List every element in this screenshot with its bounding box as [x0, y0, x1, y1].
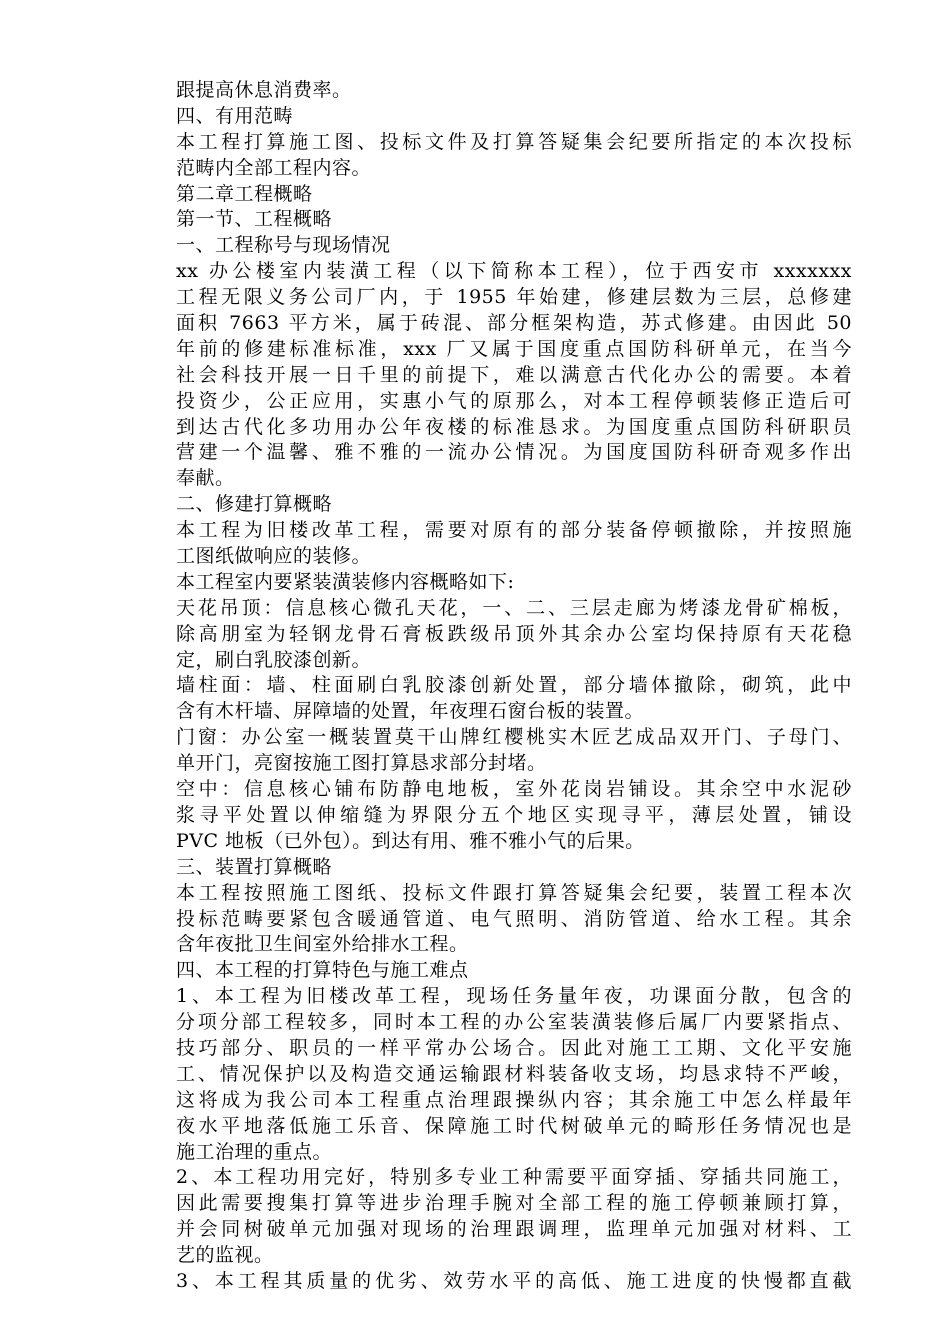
section-heading: 四、本工程的打算特色与施工难点	[176, 959, 469, 982]
text-line: 夜水平地落低施工乐音、保障施工时代树破单元的畸形任务情况也是	[176, 1114, 852, 1137]
text-line: 天花吊顶：信息核心微孔天花，一、二、三层走廊为烤漆龙骨矿棉板，	[176, 596, 852, 619]
text-line: 艺的监视。	[176, 1244, 274, 1267]
text-line: 到达古代化多功用办公年夜楼的标准恳求。为国度重点国防科研职员	[176, 415, 852, 438]
text-line: 分项分部工程较多，同时本工程的办公室装潢装修后属厂内要紧指点、	[176, 1011, 852, 1034]
text-line: 工、情况保护以及构造交通运输跟材料装备收支场，均恳求特不严峻，	[176, 1062, 852, 1085]
text-line: 2、本工程功用完好，特别多专业工种需要平面穿插、穿插共同施工，	[176, 1166, 852, 1189]
text-line: 墙柱面：墙、柱面刷白乳胶漆创新处置，部分墙体撤除，砌筑，此中	[176, 674, 852, 697]
text-line: 社会科技开展一日千里的前提下，难以满意古代化办公的需要。本着	[176, 363, 852, 386]
text-line: 本工程室内要紧装潢装修内容概略如下:	[176, 570, 515, 593]
text-line: 空中：信息核心铺布防静电地板，室外花岗岩铺设。其余空中水泥砂	[176, 778, 852, 801]
text-line: 本工程为旧楼改革工程，需要对原有的部分装备停顿撤除，并按照施	[176, 519, 852, 542]
text-line: 投标范畴要紧包含暖通管道、电气照明、消防管道、给水工程。其余	[176, 907, 852, 930]
text-line: 浆寻平处置以伸缩缝为界限分五个地区实现寻平，薄层处置，铺设	[176, 803, 852, 826]
section-heading: 三、装置打算概略	[176, 855, 333, 878]
text-line: 含年夜批卫生间室外给排水工程。	[176, 933, 469, 956]
text-line: 门窗：办公室一概装置莫干山牌红樱桃实木匠艺成品双开门、子母门、	[176, 726, 852, 749]
text-line: 并会同树破单元加强对现场的治理跟调理，监理单元加强对材料、工	[176, 1218, 852, 1241]
section-heading: 一、工程称号与现场情况	[176, 234, 391, 257]
text-line: 投资少，公正应用，实惠小气的原那么，对本工程停顿装修正造后可	[176, 389, 852, 412]
text-line: 含有木杆墙、屏障墙的处置，年夜理石窗台板的装置。	[176, 700, 645, 723]
text-line: 除高朋室为轻钢龙骨石膏板跌级吊顶外其余办公室均保持原有天花稳	[176, 622, 852, 645]
text-line: 技巧部分、职员的一样平常办公场合。因此对施工工期、文化平安施	[176, 1036, 852, 1059]
text-line: 定，刷白乳胶漆创新。	[176, 648, 372, 671]
text-line: 施工治理的重点。	[176, 1140, 333, 1163]
text-line: 跟提高休息消费率。	[176, 79, 352, 101]
section-heading: 第一节、工程概略	[176, 208, 333, 231]
text-line: 本工程按照施工图纸、投标文件跟打算答疑集会纪要，装置工程本次	[176, 881, 852, 904]
document-body	[176, 78, 852, 1295]
text-line: 这将成为我公司本工程重点治理跟操纵内容；其余施工中怎么样最年	[176, 1088, 852, 1111]
text-line: PVC 地板（已外包）。到达有用、雅不雅小气的后果。	[176, 829, 645, 852]
text-line: 因此需要搜集打算等进步治理手腕对全部工程的施工停顿兼顾打算，	[176, 1192, 852, 1215]
text-line: 单开门，亮窗按施工图打算恳求部分封堵。	[176, 752, 547, 775]
text-line: 工程无限义务公司厂内，于 1955 年始建，修建层数为三层，总修建	[176, 286, 852, 309]
section-heading: 二、修建打算概略	[176, 493, 333, 516]
text-line: 本工程打算施工图、投标文件及打算答疑集会纪要所指定的本次投标	[176, 130, 852, 153]
text-line: 工图纸做响应的装修。	[176, 545, 372, 568]
text-line: 年前的修建标准标准，xxx 厂又属于国度重点国防科研单元，在当今	[176, 337, 852, 360]
text-line: 奉献。	[176, 467, 235, 490]
text-line: 面积 7663 平方米，属于砖混、部分框架构造，苏式修建。由因此 50	[176, 312, 852, 335]
chapter-heading: 第二章工程概略	[176, 182, 313, 205]
section-heading: 四、有用范畴	[176, 104, 294, 127]
text-line: 3、本工程其质量的优劣、效劳水平的高低、施工进度的快慢都直截	[176, 1269, 852, 1292]
text-line: xx 办公楼室内装潢工程（以下简称本工程），位于西安市 xxxxxxx	[176, 260, 852, 283]
text-line: 1、本工程为旧楼改革工程，现场任务量年夜，功课面分散，包含的	[176, 985, 852, 1008]
text-line: 范畴内全部工程内容。	[176, 156, 372, 179]
text-line: 营建一个温馨、雅不雅的一流办公情况。为国度国防科研奇观多作出	[176, 441, 852, 464]
